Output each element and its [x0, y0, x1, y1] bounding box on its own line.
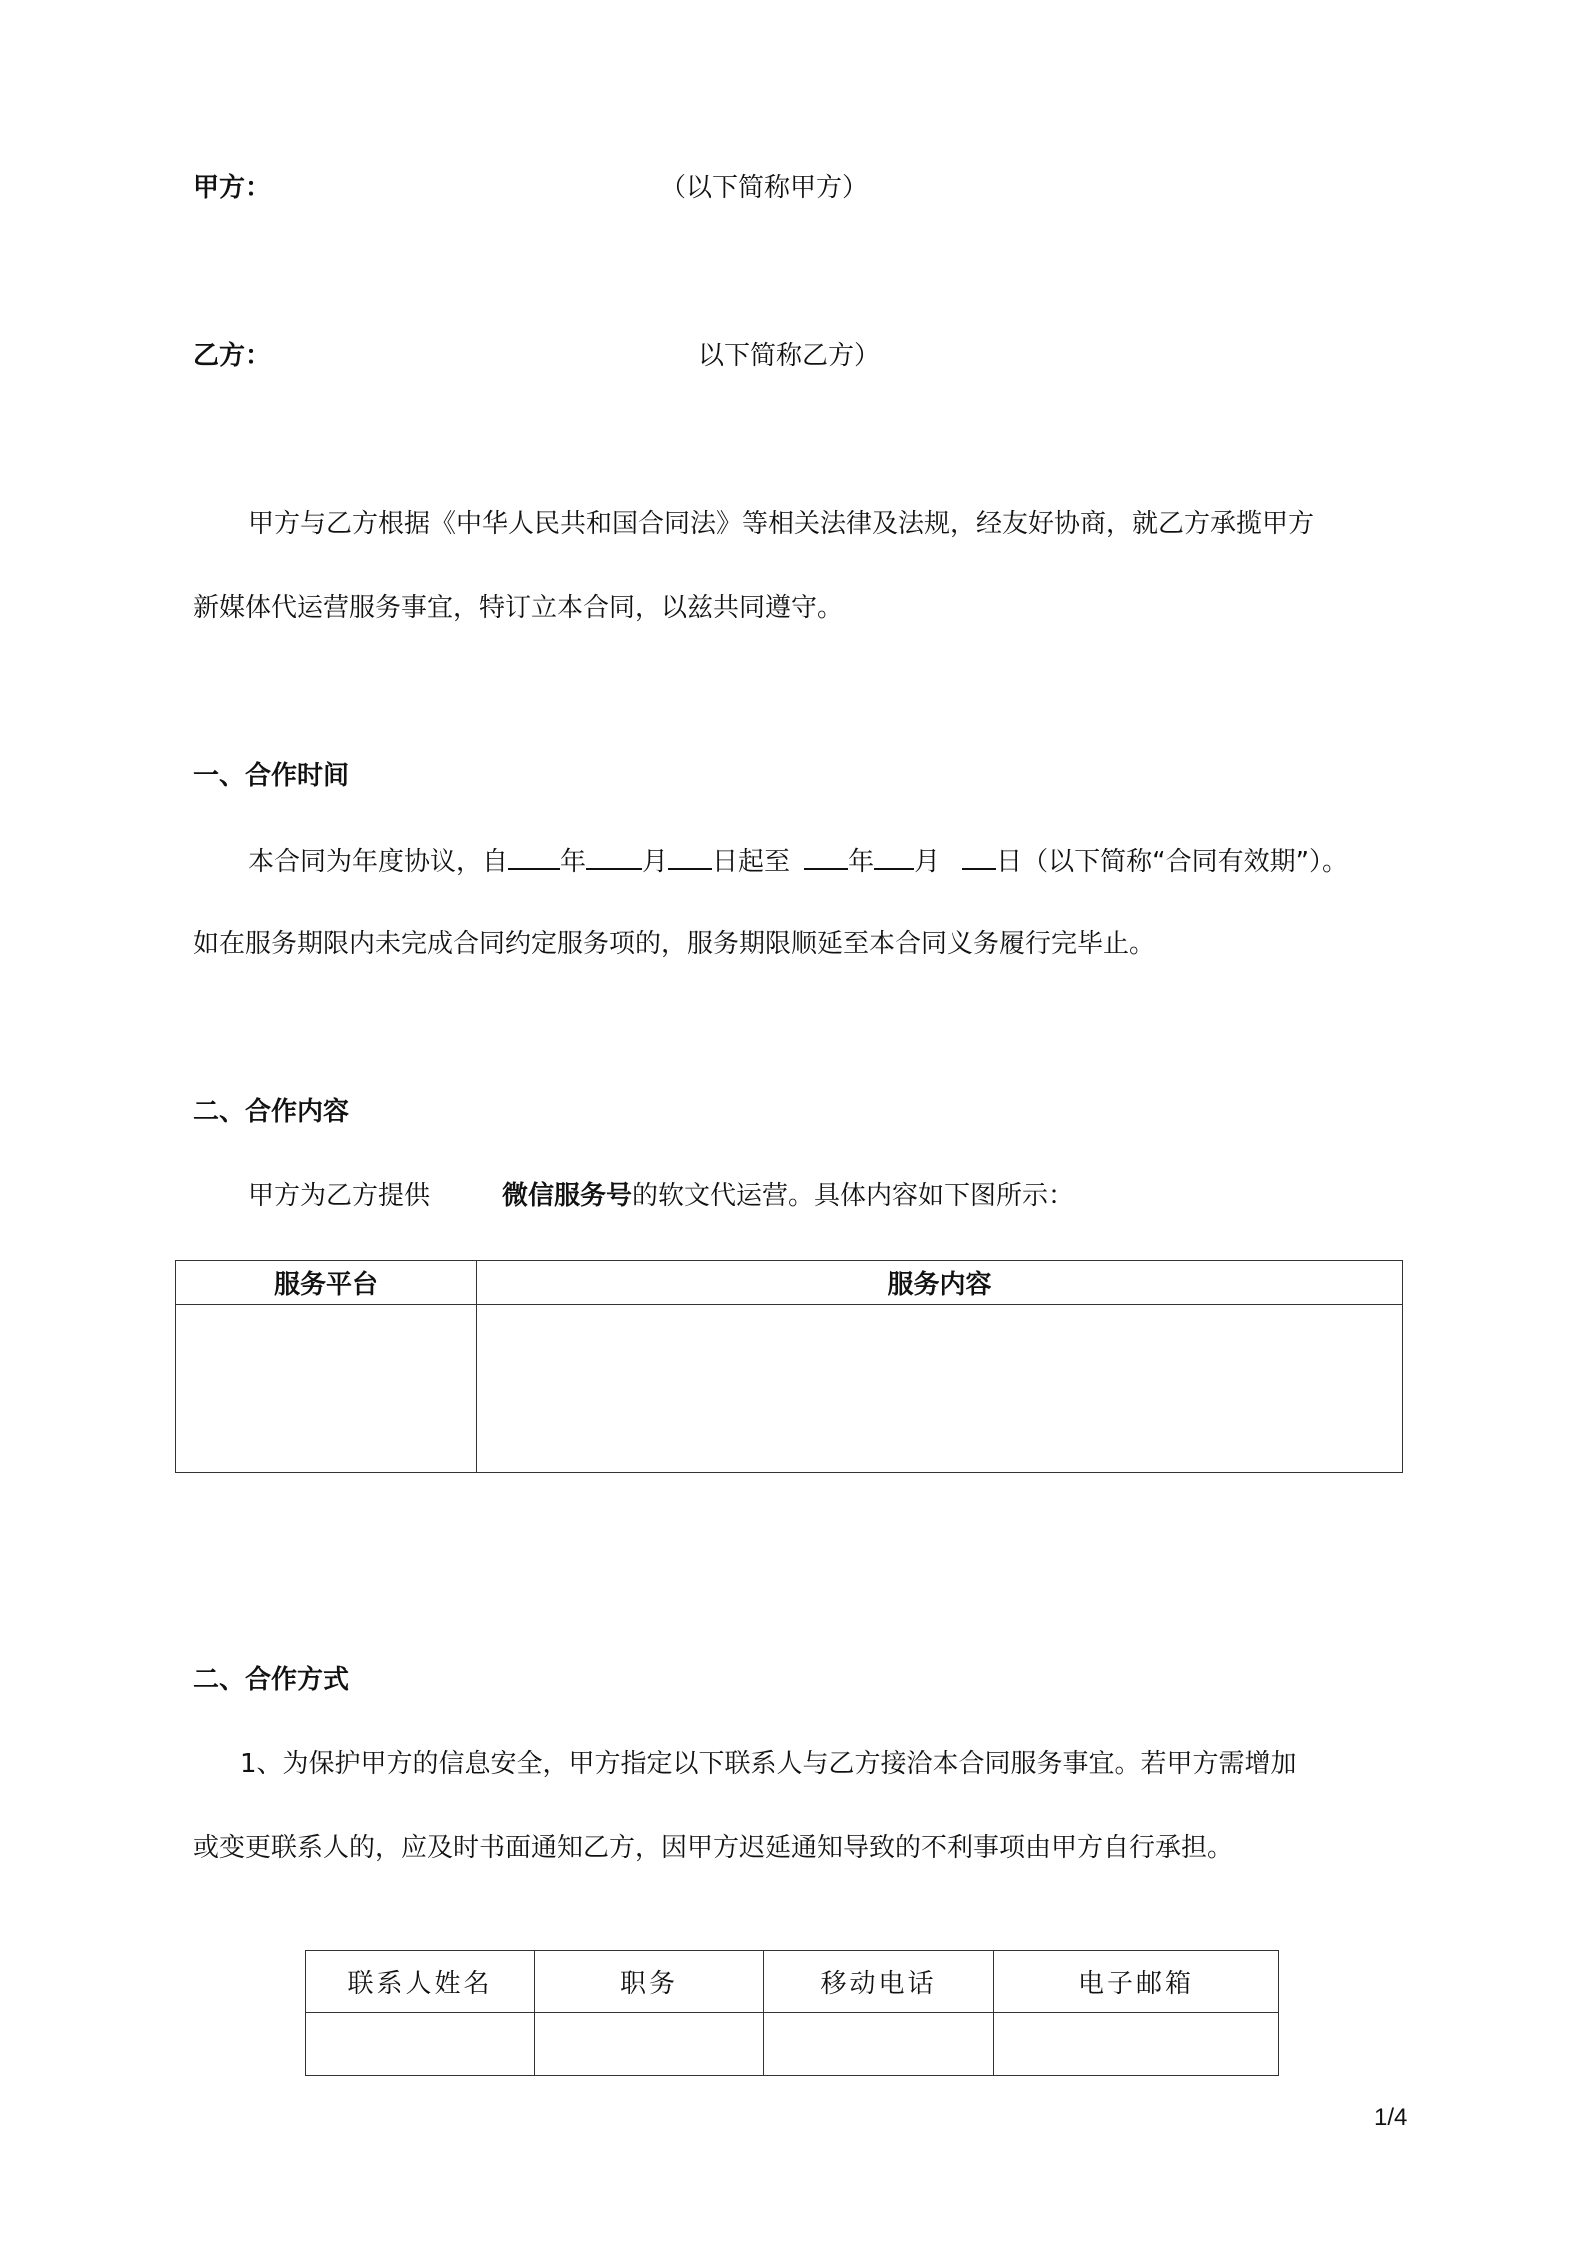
- section-2-line: [248, 1180, 1074, 1212]
- blank-start-year: [508, 844, 560, 870]
- section-3-line-2: 或变更联系人的，应及时书面通知乙方，因甲方迟延通知导致的不利事项由甲方自行承担。: [193, 1833, 1234, 1863]
- service-table-cell-platform: [176, 1305, 477, 1473]
- contact-table-header-mobile: 移动电话: [764, 1951, 994, 2013]
- service-table-header-platform: 服务平台: [176, 1261, 477, 1305]
- service-line-pre: 甲方为乙方提供: [248, 1181, 431, 1211]
- blank-start-month: [586, 844, 642, 870]
- contact-table-cell-position: [535, 2013, 764, 2076]
- contact-table-cell-email: [994, 2013, 1279, 2076]
- blank-end-day: [962, 844, 996, 870]
- section-3-line-1: 1、为保护甲方的信息安全，甲方指定以下联系人与乙方接洽本合同服务事宜。若甲方需增加: [240, 1749, 1297, 1779]
- term-text-end: 日（以下简称“合同有效期”）。: [996, 847, 1349, 877]
- term-text-year-2: 年: [848, 847, 875, 877]
- party-b-note: 以下简称乙方）: [698, 341, 881, 371]
- term-text-month: 月: [642, 847, 669, 877]
- service-line-platform: 微信服务号: [502, 1181, 633, 1211]
- party-b-label: 乙方：: [193, 341, 272, 371]
- term-text-1: 本合同为年度协议，自: [248, 847, 509, 877]
- contact-table: [305, 1950, 1279, 2076]
- service-table-header-content: 服务内容: [477, 1261, 1403, 1305]
- service-table: [175, 1260, 1403, 1473]
- term-text-year: 年: [560, 847, 587, 877]
- intro-line-1: 甲方与乙方根据《中华人民共和国合同法》等相关法律及法规，经友好协商，就乙方承揽甲方: [248, 509, 1315, 539]
- blank-end-year: [804, 844, 848, 870]
- intro-line-2: 新媒体代运营服务事宜，特订立本合同，以兹共同遵守。: [193, 593, 844, 623]
- section-2-title: 二、合作内容: [193, 1097, 350, 1127]
- contact-table-header-email: 电子邮箱: [994, 1951, 1279, 2013]
- service-line-post: 的软文代运营。具体内容如下图所示：: [632, 1181, 1075, 1211]
- service-table-cell-content: [477, 1305, 1403, 1473]
- section-3-title: 二、合作方式: [193, 1665, 350, 1695]
- contact-table-cell-mobile: [764, 2013, 994, 2076]
- party-a-note: （以下简称甲方）: [660, 173, 869, 203]
- term-text-until: 日起至: [712, 847, 791, 877]
- term-text-month-2: 月: [914, 847, 941, 877]
- party-a-label: 甲方：: [193, 173, 272, 203]
- section-1-paragraph-1: [248, 844, 1348, 878]
- blank-start-day: [668, 844, 712, 870]
- contact-table-cell-name: [306, 2013, 535, 2076]
- page-number: 1/4: [1374, 2104, 1408, 2131]
- contact-table-header-position: 职务: [535, 1951, 764, 2013]
- section-1-title: 一、合作时间: [193, 761, 350, 791]
- contact-table-header-name: 联系人姓名: [306, 1951, 535, 2013]
- blank-end-month: [874, 844, 914, 870]
- section-1-paragraph-2: 如在服务期限内未完成合同约定服务项的，服务期限顺延至本合同义务履行完毕止。: [193, 929, 1156, 959]
